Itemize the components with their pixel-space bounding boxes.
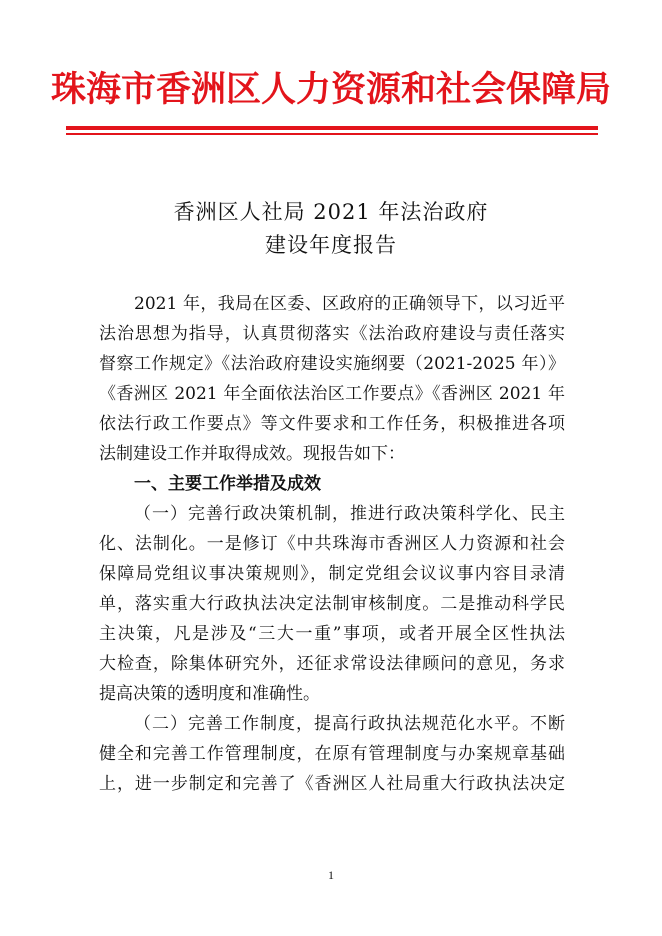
paragraph-line: 上，进一步制定和完善了《香洲区人社局重大行政执法决定 xyxy=(99,774,565,794)
org-name: 珠海市香洲区人力资源和社会保障局 xyxy=(50,70,611,110)
paragraph-line: 法制建设工作并取得成效。现报告如下： xyxy=(99,444,405,464)
paragraph-line: 大检查，除集体研究外，还征求常设法律顾问的意见，务求 xyxy=(99,654,565,674)
org-header xyxy=(0,66,662,114)
paragraph-line: 2021 年，我局在区委、区政府的正确领导下，以习近平 xyxy=(134,294,565,314)
paragraph-line: 督察工作规定》《法治政府建设实施纲要（2021-2025 年）》 xyxy=(99,354,565,374)
paragraph-line: 提高决策的透明度和准确性。 xyxy=(99,684,320,704)
paragraph-line: （一）完善行政决策机制，推进行政决策科学化、民主 xyxy=(134,504,565,524)
header-rule-thick xyxy=(66,126,598,130)
report-body xyxy=(99,289,565,799)
paragraph-line: 《香洲区 2021 年全面依法治区工作要点》《香洲区 2021 年 xyxy=(99,384,565,404)
document-title-line-2: 建设年度报告 xyxy=(265,233,397,257)
paragraph-line: 化、法制化。一是修订《中共珠海市香洲区人力资源和社会 xyxy=(99,534,565,554)
paragraph-line: 法治思想为指导，认真贯彻落实《法治政府建设与责任落实 xyxy=(99,324,565,344)
section-heading: 一、主要工作举措及成效 xyxy=(134,474,321,494)
paragraph-line: 主决策，凡是涉及“三大一重”事项，或者开展全区性执法 xyxy=(99,624,565,644)
paragraph-line: （二）完善工作制度，提高行政执法规范化水平。不断 xyxy=(134,714,565,734)
page-number: 1 xyxy=(328,868,334,882)
document-title-line-1: 香洲区人社局 2021 年法治政府 xyxy=(173,200,489,224)
header-rule-thin xyxy=(66,133,598,135)
paragraph-line: 依法行政工作要点》等文件要求和工作任务，积极推进各项 xyxy=(99,414,565,434)
paragraph-line: 保障局党组议事决策规则》，制定党组会议议事内容目录清 xyxy=(99,564,565,584)
paragraph-line: 健全和完善工作管理制度，在原有管理制度与办案规章基础 xyxy=(99,744,565,764)
paragraph-line: 单，落实重大行政执法决定法制审核制度。二是推动科学民 xyxy=(99,594,565,614)
